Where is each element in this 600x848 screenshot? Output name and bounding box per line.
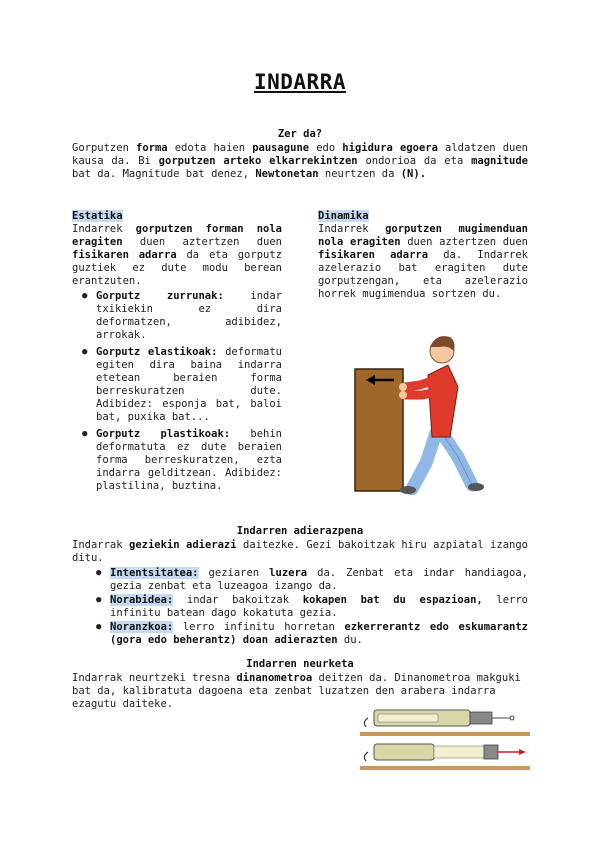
hand bbox=[399, 391, 407, 399]
estatika-paragraph: Indarrek gorputzen forman nola eragiten duen aztertzen duen fisikaren adarra da eta gorputz guztiek ez dute modu berean erantzuten. bbox=[72, 223, 282, 287]
hook-icon bbox=[364, 752, 368, 761]
estatika-section bbox=[72, 210, 282, 493]
intro-paragraph: Gorputzen forma edota haien pausagune edo higidura egoera aldatzen duen kausa da. Bi gorputzen arteko elkarrekintzen ondorioa da eta magnitude bat da. Magnitude bat denez, Newtonetan neurtzen da (N). bbox=[72, 142, 529, 180]
measurement-heading: Indarren neurketa bbox=[246, 658, 354, 670]
box-shape bbox=[355, 369, 403, 491]
list-item: ● Gorputz elastikoak: deformatu egiten dira baina indarra etetean beraien forma berreskuratzen dute. Adibidez: esponja bat, baloi bat, puxika bat... bbox=[72, 346, 282, 424]
list-item: ● Intentsitatea: geziaren luzera da. Zenbat eta indar handiagoa, gezia zenbat eta luzeagoa izango da. bbox=[86, 567, 528, 593]
back-leg bbox=[442, 433, 472, 485]
back-shoe bbox=[468, 483, 484, 491]
representation-heading: Indarren adierazpena bbox=[236, 525, 364, 537]
list-item: ● Gorputz plastikoak: behin deformatuta ez dute beraien forma berreskuratzen, ezta indarra gelditzean. Adibidez: plastilina, buztina. bbox=[72, 428, 282, 493]
force-arrow-head bbox=[519, 749, 526, 755]
dinamika-section bbox=[318, 210, 528, 301]
measurement-paragraph: Indarrak neurtzeki tresna dinanometroa deitzen da. Dinanometroa makguki bat da, kalibratuta dagoena eta zenbat luzatzen den arabera indarra ezagutu daiteke. bbox=[72, 672, 521, 710]
dinamika-paragraph: Indarrek gorputzen mugimenduan nola eragiten duen aztertzen duen fisikaren adarra da. Indarrek azelerazio bat eragiten dute gorputzengan, eta azelerazio horrek mugimendua sortzen du. bbox=[318, 223, 528, 300]
dinamika-heading: Dinamika bbox=[318, 210, 369, 222]
page-title: INDARRA bbox=[253, 70, 346, 94]
list-item: ● Norabidea: indar bakoitzak kokapen bat du espazioan, lerro infinitu batean dago kokatuta gezia. bbox=[86, 594, 528, 620]
torso bbox=[428, 365, 458, 437]
hook-icon bbox=[364, 718, 368, 727]
list-item: ● Noranzkoa: lerro infinitu horretan ezkerrerantz edo eskumarantz (gora edo beherantz) doan adierazten du. bbox=[86, 621, 528, 647]
estatika-heading: Estatika bbox=[72, 210, 123, 222]
person-pushing-box-illustration bbox=[350, 325, 490, 495]
front-leg bbox=[412, 433, 436, 489]
table-edge bbox=[360, 732, 530, 736]
list-item: ● Gorputz zurrunak: indar txikiekin ez dira deformatzen, adibidez, arrokak. bbox=[72, 290, 282, 342]
intro-heading: Zer da? bbox=[277, 128, 323, 140]
arrow-parts-list bbox=[72, 567, 528, 647]
representation-paragraph: Indarrak geziekin adierazi daitezke. Gezi bakoitzak hiru azpiatal izango ditu. bbox=[72, 539, 528, 564]
front-shoe bbox=[400, 486, 416, 494]
dynamometer-illustration bbox=[360, 700, 530, 772]
hand bbox=[399, 383, 407, 391]
representation-section bbox=[72, 539, 528, 647]
body-types-list bbox=[72, 290, 282, 493]
lower-arm bbox=[405, 391, 442, 395]
table-edge bbox=[360, 766, 530, 770]
